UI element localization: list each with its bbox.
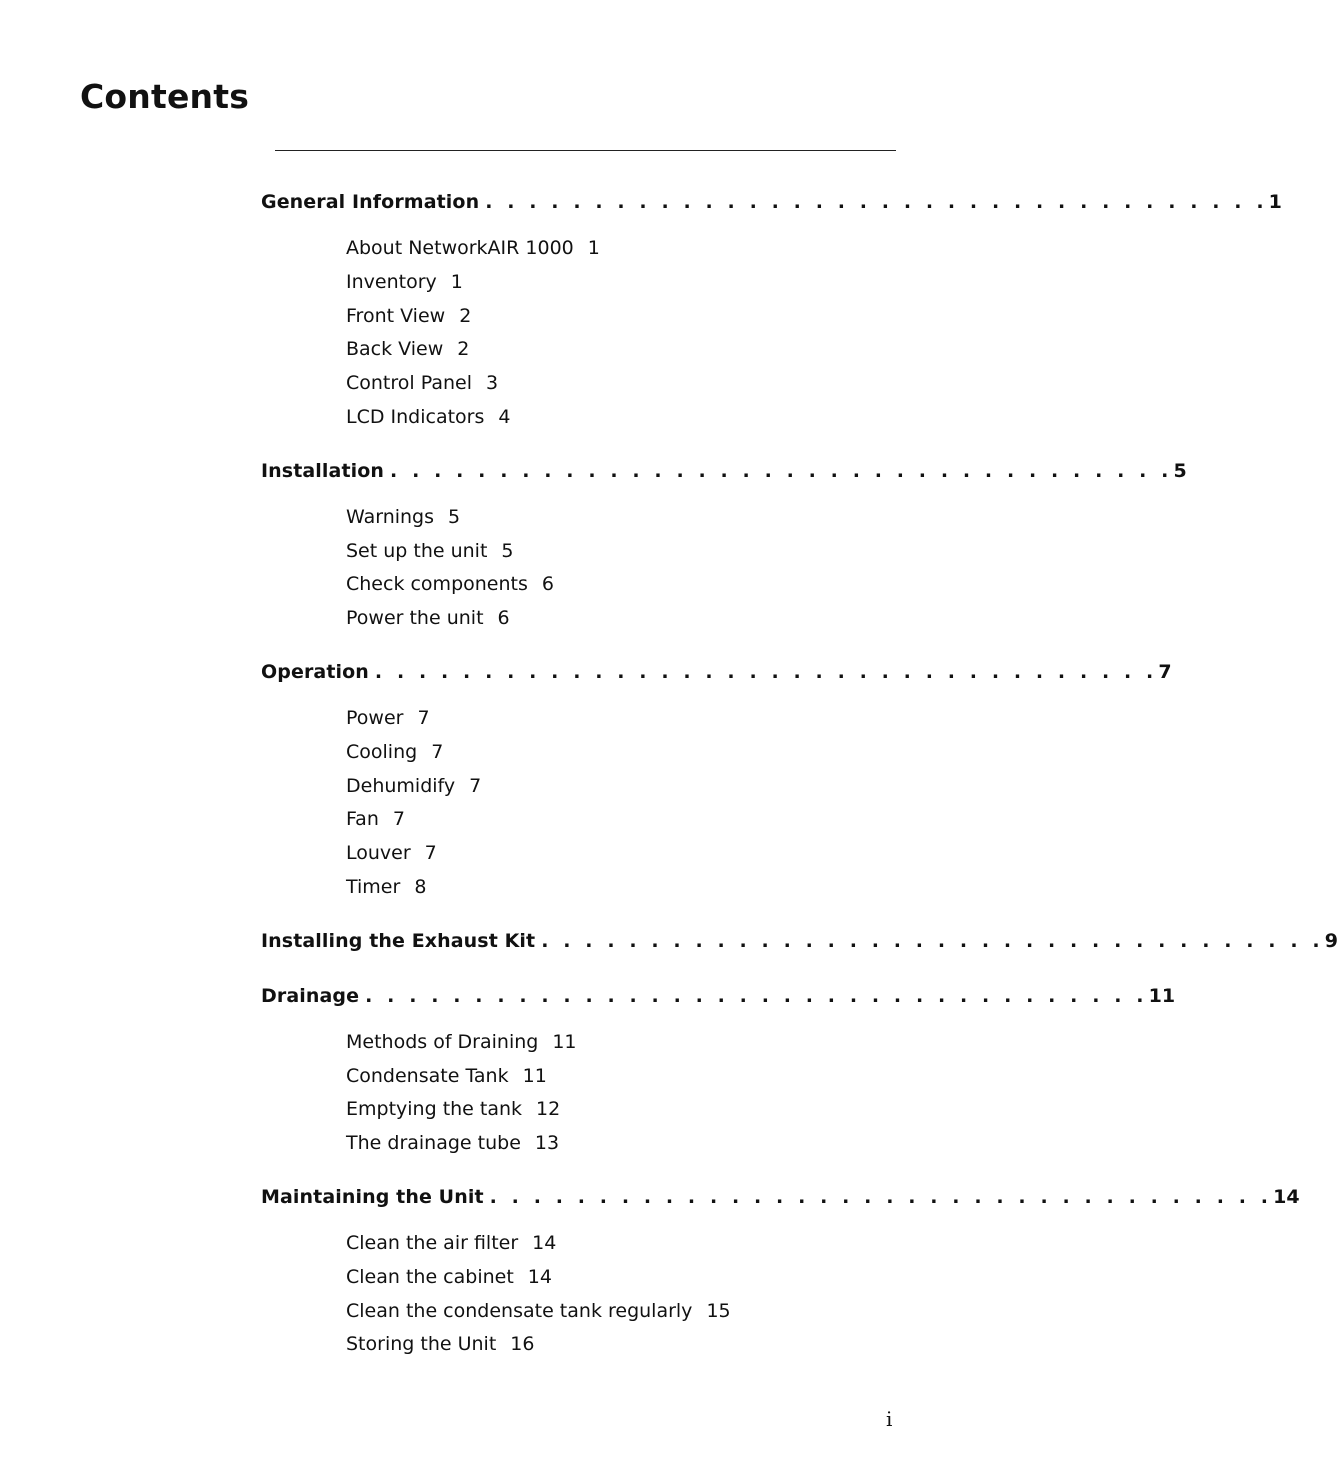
subsection-title: Check components: [346, 573, 528, 596]
subsection-page-number: 14: [527, 1265, 552, 1288]
section-page-number: 14: [1273, 1185, 1300, 1208]
subsection-page-number: 11: [522, 1064, 547, 1087]
subsection-page-number: 6: [497, 607, 510, 630]
subsection-entry[interactable]: [346, 803, 821, 837]
subsection-list: [261, 487, 821, 656]
subsection-title: Back View: [346, 338, 444, 361]
toc-section: [261, 925, 1338, 957]
page-number: i: [886, 1407, 893, 1431]
subsection-page-number: 2: [457, 338, 470, 361]
subsection-title: Methods of Draining: [346, 1030, 539, 1053]
subsection-title: The drainage tube: [346, 1132, 521, 1155]
subsection-title: Warnings: [346, 505, 435, 528]
subsection-title: About NetworkAIR 1000: [346, 237, 574, 259]
section-title: Operation: [261, 660, 369, 683]
section-page-number: 1: [1268, 191, 1282, 213]
table-of-contents: [261, 186, 1338, 1382]
subsection-entry[interactable]: [346, 1328, 821, 1362]
toc-section: [261, 455, 1187, 656]
section-title: Installation: [261, 459, 385, 482]
subsection-page-number: 8: [414, 875, 427, 898]
subsection-page-number: 7: [392, 808, 405, 831]
toc-section: [261, 980, 1176, 1181]
subsection-page-number: 7: [469, 774, 482, 797]
subsection-page-number: 3: [485, 372, 499, 395]
subsection-title: Emptying the tank: [346, 1098, 523, 1121]
dot-leader: . . . . . . . . . . . . . . . . . . . . . . . . . . . . . . . . . . . .: [489, 1185, 1273, 1208]
toc-section-entry[interactable]: [261, 186, 1282, 218]
subsection-list: [261, 218, 821, 455]
toc-section: [261, 1181, 1300, 1382]
subsection-entry[interactable]: [346, 535, 821, 569]
subsection-list: [261, 1012, 821, 1181]
toc-section: [261, 186, 1282, 455]
subsection-title: Control Panel: [346, 372, 472, 395]
subsection-page-number: 16: [510, 1333, 535, 1356]
subsection-entry[interactable]: [346, 1060, 821, 1094]
section-title: Maintaining the Unit: [261, 1185, 484, 1208]
subsection-page-number: 1: [450, 270, 463, 293]
subsection-page-number: 1: [587, 237, 600, 259]
subsection-page-number: 13: [534, 1132, 560, 1155]
subsection-page-number: 14: [532, 1231, 557, 1254]
subsection-entry[interactable]: [346, 602, 821, 636]
subsection-title: LCD Indicators: [346, 405, 485, 428]
dot-leader: . . . . . . . . . . . . . . . . . . . . . . . . . . . . . . . . . . . .: [374, 660, 1158, 683]
section-page-number: 9: [1324, 929, 1338, 952]
subsection-list: [261, 1213, 821, 1382]
subsection-title: Clean the condensate tank regularly: [346, 1299, 693, 1322]
subsection-entry[interactable]: [346, 232, 821, 266]
subsection-page-number: 2: [459, 304, 472, 327]
toc-section-entry[interactable]: [261, 656, 1172, 688]
subsection-title: Fan: [346, 808, 379, 831]
subsection-title: Condensate Tank: [346, 1064, 509, 1087]
toc-section-entry[interactable]: [261, 925, 1338, 957]
subsection-page-number: 5: [448, 505, 461, 528]
subsection-title: Clean the cabinet: [346, 1265, 514, 1288]
dot-leader: . . . . . . . . . . . . . . . . . . . . . . . . . . . . . . . . . . . .: [541, 929, 1324, 952]
subsection-entry[interactable]: [346, 367, 821, 401]
subsection-list: [261, 688, 821, 925]
subsection-page-number: 11: [552, 1030, 577, 1053]
subsection-title: Cooling: [346, 740, 418, 763]
subsection-entry[interactable]: [346, 568, 821, 602]
subsection-entry[interactable]: [346, 1261, 821, 1295]
subsection-entry[interactable]: [346, 702, 821, 736]
subsection-entry[interactable]: [346, 1127, 821, 1161]
toc-section-entry[interactable]: [261, 980, 1176, 1012]
subsection-entry[interactable]: [346, 736, 821, 770]
subsection-page-number: 7: [431, 740, 444, 763]
subsection-title: Inventory: [346, 270, 437, 293]
subsection-page-number: 6: [541, 573, 554, 596]
subsection-entry[interactable]: [346, 501, 821, 535]
subsection-title: Power: [346, 706, 404, 729]
subsection-entry[interactable]: [346, 1026, 821, 1060]
subsection-page-number: 5: [501, 539, 514, 562]
subsection-title: Timer: [346, 875, 401, 898]
subsection-entry[interactable]: [346, 1227, 821, 1261]
section-title: Installing the Exhaust Kit: [261, 929, 536, 952]
subsection-entry[interactable]: [346, 266, 821, 300]
title-divider: [275, 150, 896, 151]
subsection-title: Front View: [346, 304, 446, 327]
subsection-entry[interactable]: [346, 871, 821, 905]
subsection-entry[interactable]: [346, 837, 821, 871]
subsection-title: Louver: [346, 842, 411, 865]
subsection-entry[interactable]: [346, 770, 821, 804]
subsection-entry[interactable]: [346, 333, 821, 367]
subsection-page-number: 12: [536, 1098, 561, 1121]
section-title: Drainage: [261, 984, 360, 1007]
subsection-entry[interactable]: [346, 300, 821, 334]
section-page-number: 11: [1148, 984, 1176, 1007]
toc-section-entry[interactable]: [261, 1181, 1300, 1213]
page-title: Contents: [80, 77, 250, 116]
subsection-title: Power the unit: [346, 607, 484, 630]
subsection-entry[interactable]: [346, 1093, 821, 1127]
dot-leader: . . . . . . . . . . . . . . . . . . . . . . . . . . . . . . . . . . . .: [365, 984, 1148, 1007]
dot-leader: . . . . . . . . . . . . . . . . . . . . . . . . . . . . . . . . . . . .: [390, 459, 1173, 482]
subsection-title: Clean the air filter: [346, 1231, 519, 1254]
subsection-entry[interactable]: [346, 1295, 821, 1329]
subsection-title: Dehumidify: [346, 774, 456, 797]
section-page-number: 5: [1173, 459, 1187, 482]
subsection-page-number: 4: [498, 405, 511, 428]
toc-section-entry[interactable]: [261, 455, 1187, 487]
subsection-page-number: 7: [424, 842, 437, 865]
subsection-title: Storing the Unit: [346, 1333, 497, 1356]
subsection-entry[interactable]: [346, 401, 821, 435]
subsection-page-number: 7: [417, 706, 430, 729]
subsection-page-number: 15: [706, 1299, 731, 1322]
toc-section: [261, 656, 1172, 925]
section-page-number: 7: [1158, 660, 1172, 683]
subsection-title: Set up the unit: [346, 539, 488, 562]
section-title: General Information: [261, 191, 480, 213]
dot-leader: . . . . . . . . . . . . . . . . . . . . . . . . . . . . . . . . . . . .: [485, 191, 1268, 213]
